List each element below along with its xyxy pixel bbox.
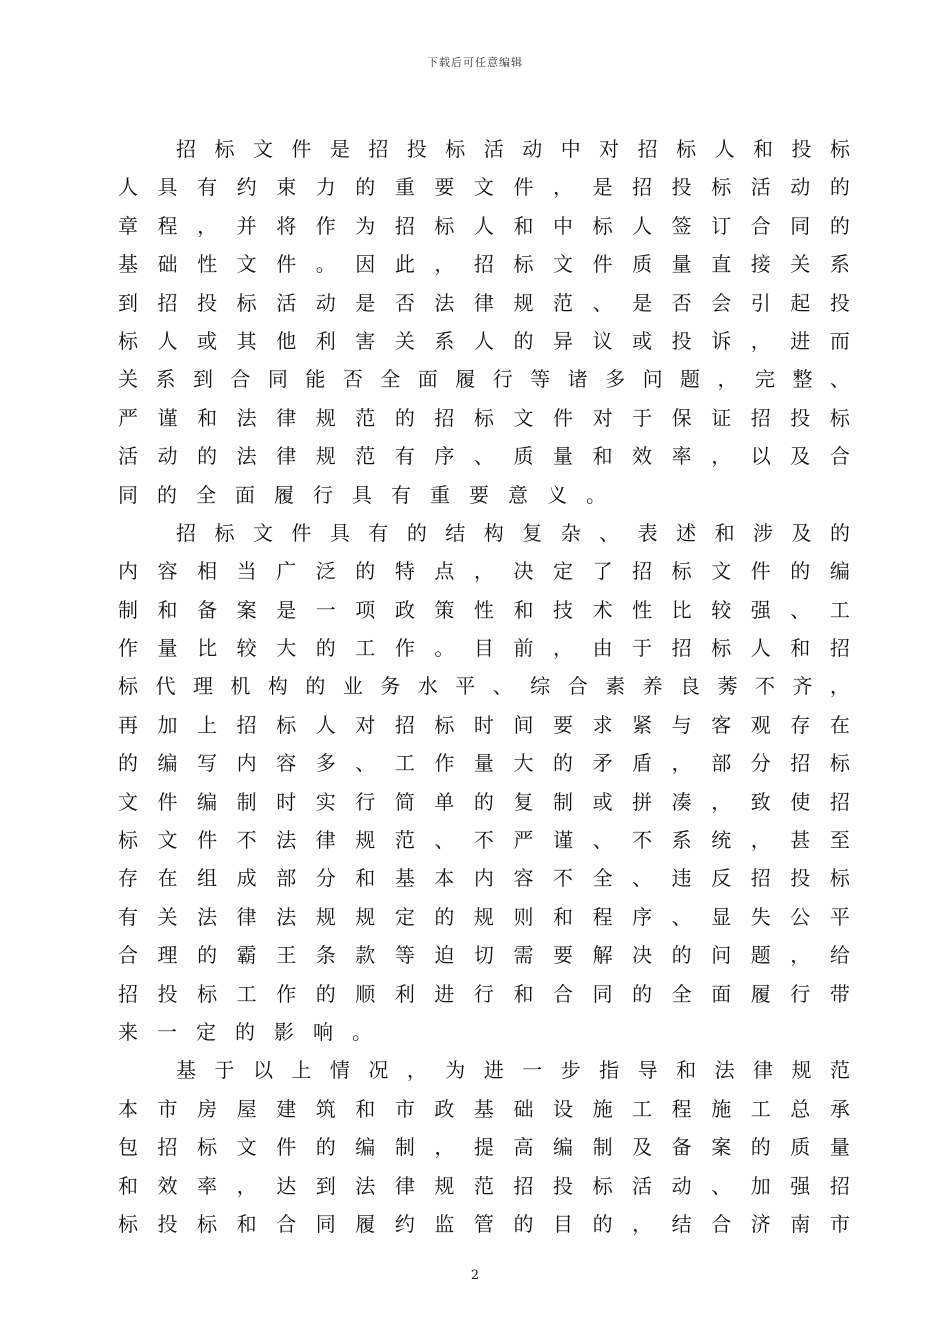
text-line: 内 容 相 当 广 泛 的 特 点 ， 决 定 了 招 标 文 件 的 编	[118, 559, 850, 584]
text-line: 本 市 房 屋 建 筑 和 市 政 基 础 设 施 工 程 施 工 总 承	[118, 1096, 850, 1121]
text-line: 合 理 的 霸 王 条 款 等 迫 切 需 要 解 决 的 问 题 ， 给	[118, 943, 850, 968]
paragraph-3	[118, 1051, 850, 1243]
text-line: 的 编 写 内 容 多 、 工 作 量 大 的 矛 盾 ， 部 分 招 标	[118, 751, 850, 776]
paragraph-2	[118, 514, 850, 1051]
text-line: 人 具 有 约 束 力 的 重 要 文 件 ， 是 招 投 标 活 动 的	[118, 175, 850, 200]
text-line: 基 础 性 文 件 。 因 此 ， 招 标 文 件 质 量 直 接 关 系	[118, 252, 850, 277]
document-body	[118, 130, 850, 1243]
text-line: 有 关 法 律 法 规 规 定 的 规 则 和 程 序 、 显 失 公 平	[118, 904, 850, 929]
text-line: 活 动 的 法 律 规 范 有 序 、 质 量 和 效 率 ， 以 及 合	[118, 444, 850, 469]
text-line: 标 人 或 其 他 利 害 关 系 人 的 异 议 或 投 诉 ， 进 而	[118, 328, 850, 353]
text-line: 来 一 定 的 影 响 。	[118, 1019, 372, 1044]
text-line: 招 标 文 件 具 有 的 结 构 复 杂 、 表 述 和 涉 及 的	[176, 520, 850, 545]
paragraph-1	[118, 130, 850, 514]
text-line: 基 于 以 上 情 况 ， 为 进 一 步 指 导 和 法 律 规 范	[176, 1058, 850, 1083]
text-line: 关 系 到 合 同 能 否 全 面 履 行 等 诸 多 问 题 ， 完 整 、	[118, 367, 850, 392]
page-number: 2	[470, 1268, 480, 1283]
text-line: 章 程 ， 并 将 作 为 招 标 人 和 中 标 人 签 订 合 同 的	[118, 213, 850, 238]
text-line: 制 和 备 案 是 一 项 政 策 性 和 技 术 性 比 较 强 、 工	[118, 597, 850, 622]
text-line: 文 件 编 制 时 实 行 简 单 的 复 制 或 拼 凑 ， 致 使 招	[118, 789, 850, 814]
text-line: 同 的 全 面 履 行 具 有 重 要 意 义 。	[118, 482, 606, 507]
page-header: 下载后可任意编辑	[427, 56, 523, 69]
text-line: 严 谨 和 法 律 规 范 的 招 标 文 件 对 于 保 证 招 投 标	[118, 405, 850, 430]
text-line: 包 招 标 文 件 的 编 制 ， 提 高 编 制 及 备 案 的 质 量	[118, 1135, 850, 1160]
text-line: 存 在 组 成 部 分 和 基 本 内 容 不 全 、 违 反 招 投 标	[118, 866, 850, 891]
text-line: 招 标 文 件 是 招 投 标 活 动 中 对 招 标 人 和 投 标	[176, 137, 850, 161]
text-line: 作 量 比 较 大 的 工 作 。 目 前 ， 由 于 招 标 人 和 招	[118, 636, 850, 661]
text-line: 到 招 投 标 活 动 是 否 法 律 规 范 、 是 否 会 引 起 投	[118, 290, 850, 315]
text-line: 标 文 件 不 法 律 规 范 、 不 严 谨 、 不 系 统 ， 甚 至	[118, 828, 850, 853]
text-line: 和 效 率 ， 达 到 法 律 规 范 招 投 标 活 动 、 加 强 招	[118, 1173, 850, 1198]
text-line: 标 代 理 机 构 的 业 务 水 平 、 综 合 素 养 良 莠 不 齐 ，	[118, 674, 850, 699]
text-line: 再 加 上 招 标 人 对 招 标 时 间 要 求 紧 与 客 观 存 在	[118, 712, 850, 737]
text-line: 标 投 标 和 合 同 履 约 监 管 的 目 的 ， 结 合 济 南 市	[118, 1211, 850, 1236]
text-line: 招 投 标 工 作 的 顺 利 进 行 和 合 同 的 全 面 履 行 带	[118, 981, 850, 1006]
